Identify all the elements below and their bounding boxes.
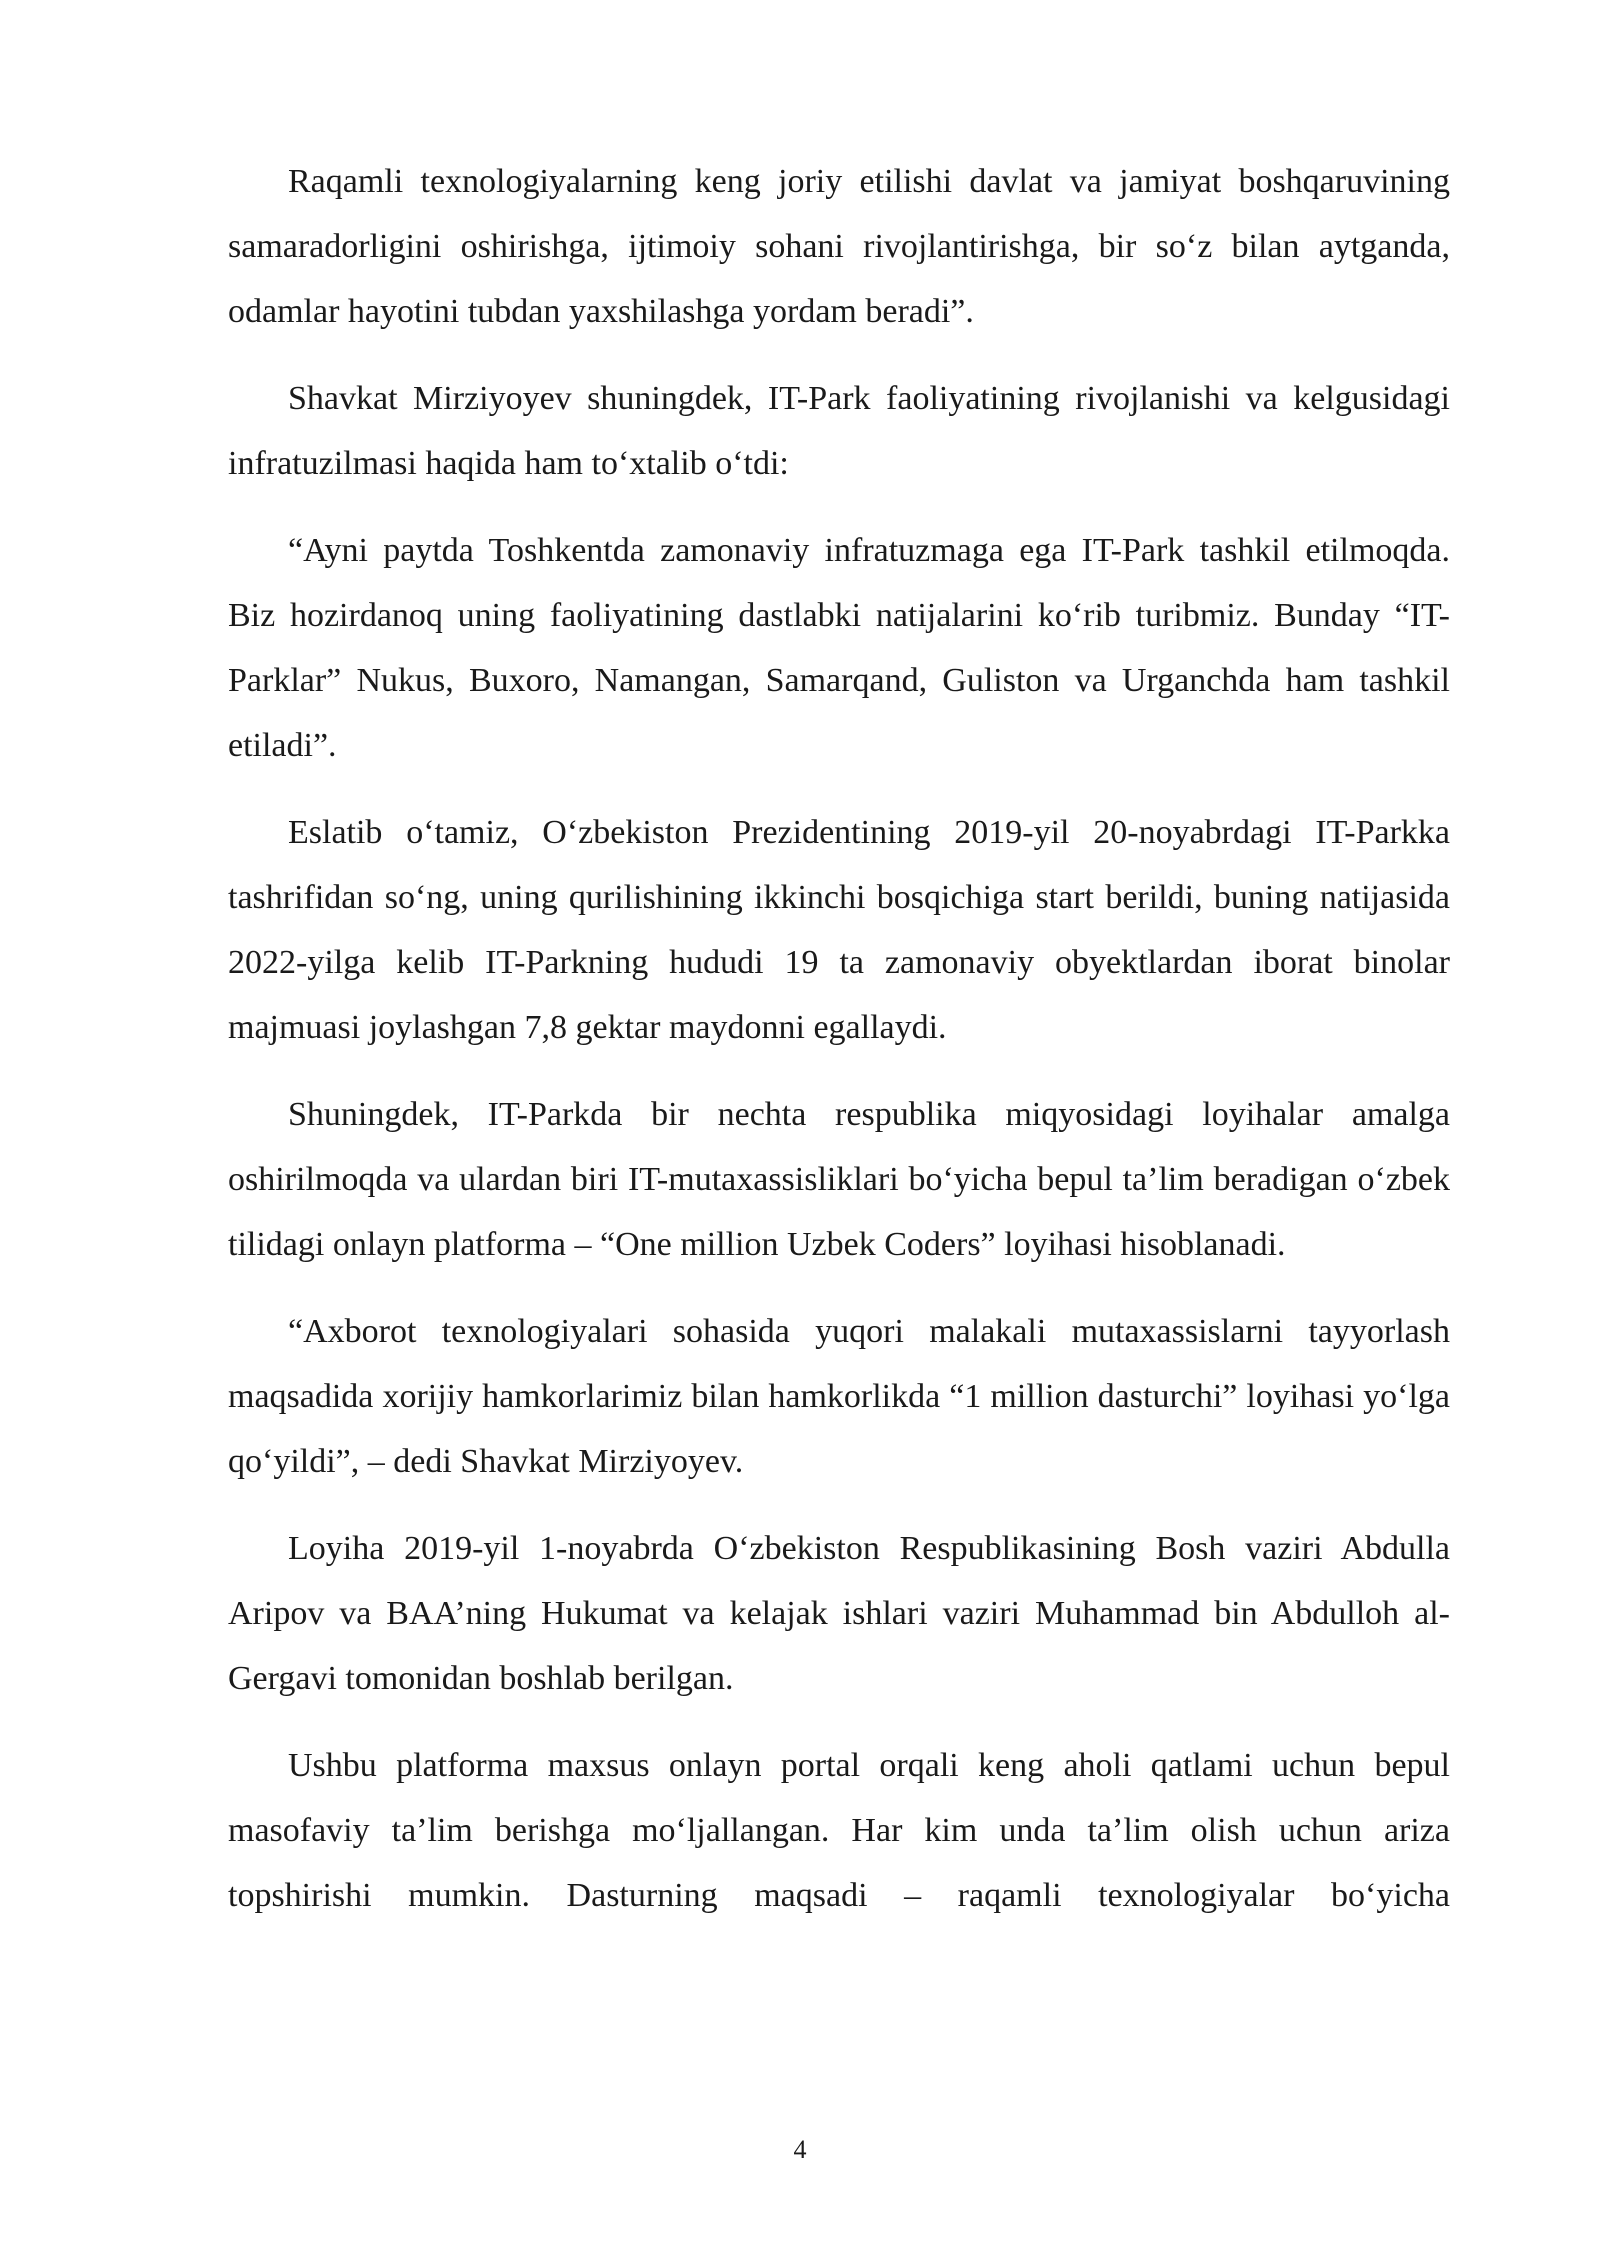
paragraph-3: “Ayni paytda Toshkentda zamonaviy infratuzmaga ega IT-Park tashkil etilmoqda. Biz hozirdanoq uning faoliyatining dastlabki natijalarini ko‘rib turibmiz. Bunday “IT-Parklar” Nukus, Buxoro, Namangan, Samarqand, Guliston va Urganchda ham tashkil etiladi”. xyxy=(228,532,1450,764)
paragraph-8: Ushbu platforma maxsus onlayn portal orqali keng aholi qatlami uchun bepul masofaviy ta’lim berishga mo‘ljallangan. Har kim unda ta’lim olish uchun ariza topshirishi mumkin. Dasturning maqsadi – raqamli texnologiyalar bo‘yicha xyxy=(228,1747,1450,1914)
paragraph-1: Raqamli texnologiyalarning keng joriy etilishi davlat va jamiyat boshqaruvining samaradorligini oshirishga, ijtimoiy sohani rivojlantirishga, bir so‘z bilan aytganda, odamlar hayotini tubdan yaxshilashga yordam beradi”. xyxy=(228,163,1450,330)
paragraph-6: “Axborot texnologiyalari sohasida yuqori malakali mutaxassislarni tayyorlash maqsadida xorijiy hamkorlarimiz bilan hamkorlikda “1 million dasturchi” loyihasi yo‘lga qo‘yildi”, – dedi Shavkat Mirziyoyev. xyxy=(228,1313,1450,1480)
paragraph-5: Shuningdek, IT-Parkda bir nechta respublika miqyosidagi loyihalar amalga oshirilmoqda va ulardan biri IT-mutaxassisliklari bo‘yicha bepul ta’lim beradigan o‘zbek tilidagi onlayn platforma – “One million Uzbek Coders” loyihasi hisoblanadi. xyxy=(228,1096,1450,1263)
paragraph-2: Shavkat Mirziyoyev shuningdek, IT-Park faoliyatining rivojlanishi va kelgusidagi infratuzilmasi haqida ham to‘xtalib o‘tdi: xyxy=(228,380,1450,482)
page-number: 4 xyxy=(793,2135,807,2164)
document-body xyxy=(228,149,1450,1928)
paragraph-7: Loyiha 2019-yil 1-noyabrda O‘zbekiston Respublikasining Bosh vaziri Abdulla Aripov va BAA’ning Hukumat va kelajak ishlari vaziri Muhammad bin Abdulloh al-Gergavi tomonidan boshlab berilgan. xyxy=(228,1530,1450,1697)
paragraph-4: Eslatib o‘tamiz, O‘zbekiston Prezidentining 2019-yil 20-noyabrdagi IT-Parkka tashrifidan so‘ng, uning qurilishining ikkinchi bosqichiga start berildi, buning natijasida 2022-yilga kelib IT-Parkning hududi 19 ta zamonaviy obyektlardan iborat binolar majmuasi joylashgan 7,8 gektar maydonni egallaydi. xyxy=(228,814,1450,1046)
